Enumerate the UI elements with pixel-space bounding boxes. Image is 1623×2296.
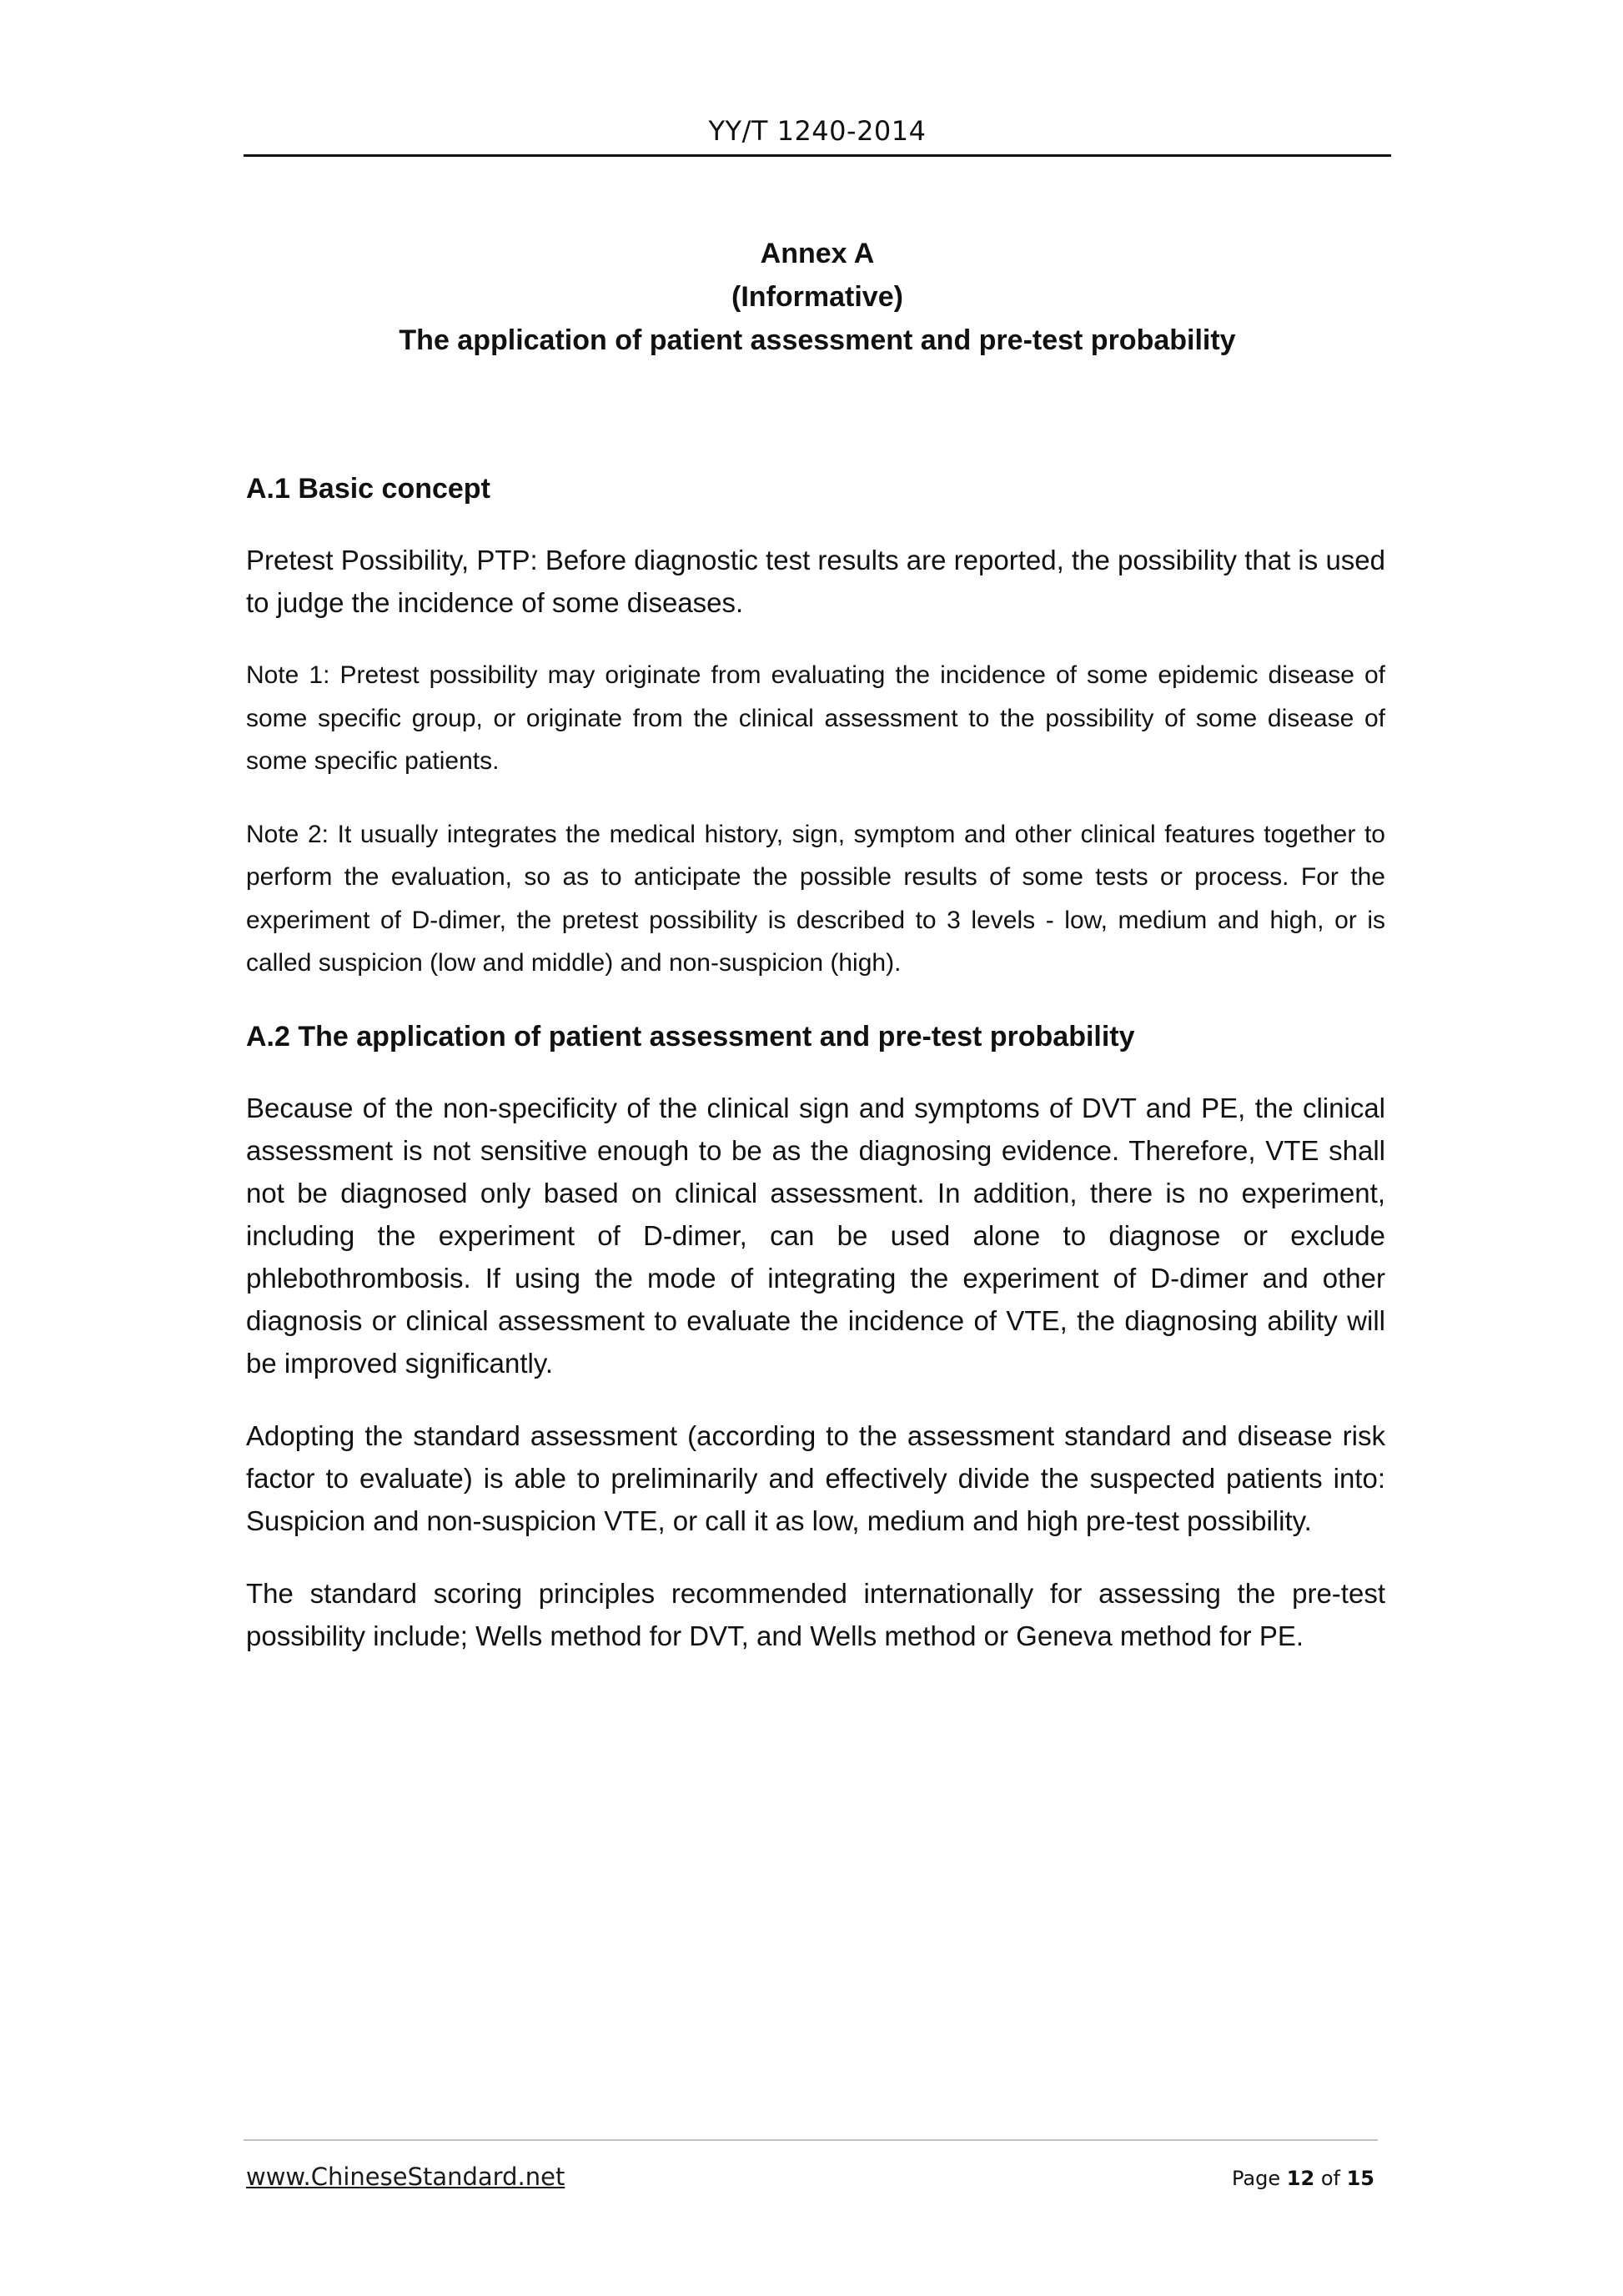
ptp-definition: Pretest Possibility, PTP: Before diagnostic test results are reported, the possibility that is used to judge the incidence of some diseases. bbox=[246, 545, 1385, 618]
paragraph-clinical-assessment: Because of the non-specificity of the clinical sign and symptoms of DVT and PE, the clinical assessment is not sensitive enough to be as the diagnosing evidence. Therefore, VTE shall not be diagnosed only based on clinical assessment. In addition, there is no experiment, including the experiment of D-dimer, can be used alone to diagnose or exclude phlebothrombosis. If using the mode of integrating the experiment of D-dimer and other diagnosis or clinical assessment to evaluate the incidence of VTE, the diagnosing ability will be improved significantly. bbox=[246, 1092, 1385, 1379]
page-word: Page bbox=[1232, 2167, 1281, 2190]
document-body bbox=[246, 467, 1385, 1657]
website-link[interactable]: www.ChineseStandard.net bbox=[246, 2163, 565, 2191]
section-heading-a1: A.1 Basic concept bbox=[246, 473, 490, 505]
page-number bbox=[1232, 2167, 1374, 2190]
header-divider bbox=[244, 154, 1391, 157]
section-heading-a2: A.2 The application of patient assessment and pre-test probability bbox=[246, 1020, 1135, 1053]
page-total: 15 bbox=[1346, 2167, 1374, 2190]
running-header: YY/T 1240-2014 bbox=[708, 115, 927, 147]
annex-label: Annex A bbox=[760, 238, 875, 269]
page-of: of bbox=[1320, 2167, 1340, 2190]
page-current: 12 bbox=[1286, 2167, 1315, 2190]
annex-type: (Informative) bbox=[731, 281, 903, 313]
annex-title-block bbox=[244, 232, 1391, 362]
note-2: Note 2: It usually integrates the medical history, sign, symptom and other clinical features together to perform the evaluation, so as to anticipate the possible results of some tests or process. For the experiment of D-dimer, the pretest possibility is described to 3 levels - low, medium and high, or is called suspicion (low and middle) and non-suspicion (high). bbox=[246, 820, 1385, 977]
annex-subtitle: The application of patient assessment and pre-test probability bbox=[399, 324, 1236, 356]
footer-divider bbox=[244, 2139, 1378, 2141]
paragraph-scoring-principles: The standard scoring principles recommended internationally for assessing the pre-test possibility include; Wells method for DVT, and Wells method or Geneva method for PE. bbox=[246, 1577, 1385, 1651]
paragraph-standard-assessment: Adopting the standard assessment (according to the assessment standard and disease risk factor to evaluate) is able to preliminarily and effectively divide the suspected patients into: Suspicion and non-suspicion VTE, or call it as low, medium and high pre-test possibility. bbox=[246, 1419, 1385, 1536]
note-1: Note 1: Pretest possibility may originate from evaluating the incidence of some epidemic disease of some specific group, or originate from the clinical assessment to the possibility of some disease of some specific patients. bbox=[246, 661, 1385, 775]
